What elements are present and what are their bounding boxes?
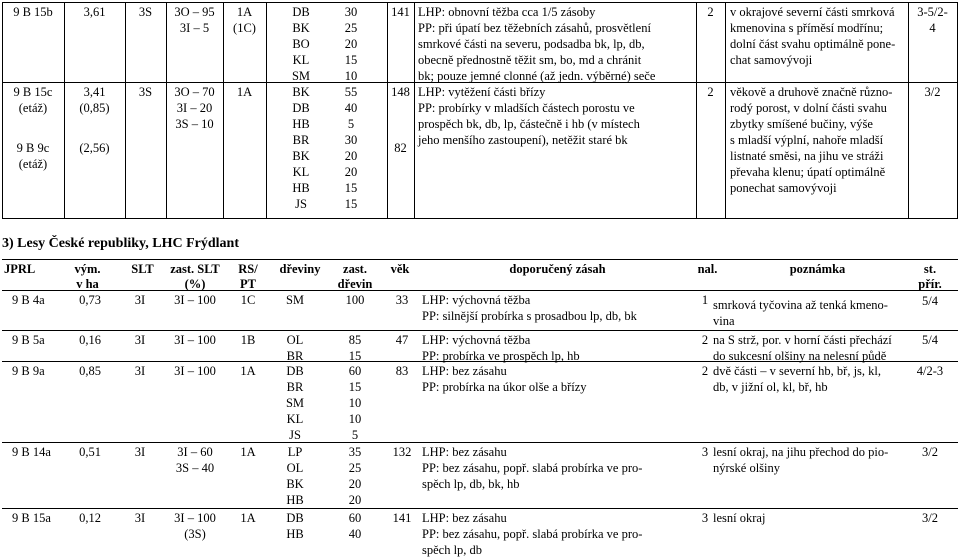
cell-measure: LHP: obnovní těžba cca 1/5 zásoby [418, 5, 596, 19]
cell-st: 5/4 [922, 333, 938, 347]
cell-note: v okrajové severní části smrková [730, 5, 895, 19]
cell-urg: 2 [701, 364, 709, 378]
header-share2: dřevin [337, 277, 373, 291]
header-st2: přír. [918, 277, 942, 291]
cell-zast: (3S) [184, 527, 206, 541]
top-table-column-line [125, 2, 126, 219]
header-area2: v ha [76, 277, 99, 291]
header-area1: vým. [74, 262, 101, 276]
header-rs2: PT [240, 277, 256, 291]
cell-unit: 9 B 5a [12, 333, 45, 347]
cell-tree-species: DB [286, 364, 304, 378]
cell-st: 3/2 [922, 445, 938, 459]
cell-rs: 1A [236, 5, 253, 19]
cell-measure: smrkové části na severu, podsadba bk, lp, db, [418, 37, 645, 51]
cell-measure: LHP: bez zásahu [422, 445, 507, 459]
table-header-rule [2, 290, 958, 291]
cell-tree-species: JS [295, 197, 307, 211]
cell-unit: 9 B 15b [13, 5, 53, 19]
cell-note: dolní část svahu optimálně pone- [730, 37, 896, 51]
cell-note: na S strž, por. v horní části přechází [713, 333, 892, 347]
cell-note: nýrské olšiny [713, 461, 781, 475]
cell-tree-species: DB [292, 101, 310, 115]
cell-rs: 1A [240, 445, 256, 459]
cell-unit: 9 B 9c [16, 141, 50, 155]
cell-zast: 3I – 100 [174, 333, 216, 347]
cell-slt: 3I [134, 293, 146, 307]
row-separator [2, 330, 958, 331]
cell-st: 4/2-3 [916, 364, 944, 378]
cell-tree-share: 35 [348, 445, 362, 459]
cell-note: lesní okraj [713, 511, 766, 525]
top-table-rule [2, 218, 958, 219]
cell-rs: (1C) [233, 21, 256, 35]
cell-area: (2,56) [79, 141, 110, 155]
cell-tree-share: 15 [344, 197, 358, 211]
cell-tree-share: 20 [348, 477, 362, 491]
cell-unit: 9 B 9a [12, 364, 45, 378]
cell-age: 132 [392, 445, 412, 459]
cell-tree-share: 15 [344, 181, 358, 195]
cell-note: převaha klenu; úpatí optimálně [730, 165, 886, 179]
cell-tree-species: KL [292, 53, 310, 67]
header-age: věk [390, 262, 410, 276]
header-rs1: RS/ [238, 262, 258, 276]
cell-tree-share: 40 [348, 527, 362, 541]
cell-measure: spěch lp, db [422, 543, 483, 557]
cell-st: 3/2 [922, 511, 938, 525]
cell-st: 4 [929, 21, 936, 35]
table-top-rule [2, 259, 958, 260]
cell-slt: 3I [134, 364, 146, 378]
cell-slt: 3S [138, 5, 153, 19]
cell-measure: PP: při úpatí bez těžebních zásahů, prosvětlení [418, 21, 651, 35]
cell-note: listnaté směsi, na jihu ve stráži [730, 149, 884, 163]
cell-unit: 9 B 14a [12, 445, 51, 459]
cell-tree-share: 20 [344, 165, 358, 179]
cell-slt: 3I [134, 511, 146, 525]
cell-note: věkově a druhově značně různo- [730, 85, 893, 99]
cell-area: (0,85) [79, 101, 110, 115]
cell-slt: 3S [138, 85, 153, 99]
header-measure: doporučený zásah [509, 262, 606, 276]
top-table-column-line [725, 2, 726, 219]
header-slt: SLT [131, 262, 154, 276]
cell-age: 148 [391, 85, 410, 99]
header-share1: zast. [343, 262, 367, 276]
cell-rs: 1A [236, 85, 253, 99]
cell-tree-share: 5 [347, 117, 355, 131]
cell-tree-species: JS [289, 428, 301, 442]
cell-note: smrková tyčovina až tenká kmeno- [713, 298, 888, 312]
cell-tree-species: SM [285, 293, 305, 307]
cell-tree-species: KL [286, 412, 304, 426]
cell-measure: PP: silnější probírka s prosadbou lp, db, bk [422, 309, 637, 323]
cell-measure: spěch lp, db, bk, hb [422, 477, 520, 491]
cell-zast: 3I – 100 [174, 511, 216, 525]
cell-tree-species: BK [292, 85, 310, 99]
cell-tree-share: 5 [351, 428, 359, 442]
top-table-column-line [696, 2, 697, 219]
cell-urg: 2 [701, 333, 709, 347]
cell-tree-share: 20 [348, 493, 362, 507]
cell-note: do sukcesní olšiny na nelesní půdě [713, 349, 887, 363]
cell-slt: 3I [134, 333, 146, 347]
cell-rs: 1A [240, 364, 256, 378]
cell-tree-species: BK [292, 149, 310, 163]
header-trees: dřeviny [279, 262, 321, 276]
cell-rs: 1A [240, 511, 256, 525]
cell-tree-species: DB [286, 511, 304, 525]
cell-area: 0,51 [79, 445, 101, 459]
cell-urg: 3 [701, 511, 709, 525]
cell-tree-species: HB [292, 117, 310, 131]
cell-unit: 9 B 15a [12, 511, 51, 525]
cell-tree-species: BK [286, 477, 304, 491]
cell-measure: jeho menšího zastoupení), netěžit staré bk [418, 133, 628, 147]
cell-zast_slt: 3S – 10 [175, 117, 214, 131]
cell-tree-share: 10 [348, 396, 362, 410]
cell-tree-species: SM [291, 69, 311, 83]
header-zast1: zast. SLT [170, 262, 220, 276]
header-urg: nal. [697, 262, 718, 276]
cell-tree-species: BR [286, 380, 304, 394]
cell-note: vina [713, 314, 735, 328]
header-jprl: JPRL [4, 262, 36, 276]
cell-urg: 2 [707, 5, 714, 19]
cell-st: 3-5/2- [917, 5, 948, 19]
cell-tree-species: BR [292, 133, 310, 147]
cell-tree-share: 10 [348, 412, 362, 426]
cell-area: 0,73 [79, 293, 101, 307]
cell-note: chat samovývoji [730, 53, 813, 67]
cell-st: 5/4 [922, 294, 938, 308]
cell-urg: 3 [701, 445, 709, 459]
cell-note: rodý porost, v dolní části svahu [730, 101, 887, 115]
cell-area: 0,12 [79, 511, 101, 525]
cell-zast_slt: 3O – 95 [174, 5, 215, 19]
top-table-rule [2, 2, 958, 3]
header-zast2: (%) [184, 277, 206, 291]
cell-tree-species: BR [286, 349, 304, 363]
top-table-column-line [387, 2, 388, 219]
cell-tree-share: 10 [344, 69, 358, 83]
cell-age: 33 [395, 293, 409, 307]
cell-tree-share: 40 [344, 101, 358, 115]
row-separator [2, 442, 958, 443]
cell-tree-species: BO [292, 37, 310, 51]
cell-area: 3,41 [83, 85, 106, 99]
cell-note: zbytky smíšené bučiny, výše [730, 117, 873, 131]
cell-tree-share: 25 [344, 21, 358, 35]
cell-tree-share: 85 [348, 333, 362, 347]
cell-tree-species: OL [286, 461, 304, 475]
cell-measure: LHP: vytěžení části břízy [418, 85, 546, 99]
cell-urg: 1 [701, 293, 709, 307]
cell-zast_slt: 3I – 5 [179, 21, 210, 35]
section-title: 3) Lesy České republiky, LHC Frýdlant [2, 236, 239, 251]
cell-measure: LHP: výchovná těžba [422, 293, 531, 307]
cell-measure: PP: probírka ve prospěch lp, hb [422, 349, 580, 363]
cell-tree-share: 20 [344, 37, 358, 51]
cell-zast: 3I – 100 [174, 364, 216, 378]
cell-unit: (etáž) [18, 101, 48, 115]
cell-note: dvě části – v severní hb, bř, js, kl, [713, 364, 882, 378]
cell-zast_slt: 3I – 20 [176, 101, 213, 115]
cell-note: ponechat samovývoji [730, 181, 837, 195]
cell-unit: 9 B 4a [12, 293, 45, 307]
cell-tree-species: HB [286, 527, 304, 541]
cell-unit: (etáž) [18, 157, 48, 171]
top-table-column-line [414, 2, 415, 219]
cell-tree-species: OL [286, 333, 304, 347]
cell-tree-species: HB [292, 181, 310, 195]
cell-tree-species: LP [287, 445, 303, 459]
cell-tree-share: 30 [344, 133, 358, 147]
cell-unit: 9 B 15c [13, 85, 53, 99]
cell-measure: PP: bez zásahu, popř. slabá probírka ve pro- [422, 461, 643, 475]
cell-zast: 3I – 60 [177, 445, 213, 459]
cell-tree-share: 60 [348, 364, 362, 378]
cell-measure: obecně přednostně těžit sm, bo, md a chránit [418, 53, 642, 67]
cell-age: 47 [395, 333, 409, 347]
cell-tree-share: 100 [345, 293, 365, 307]
cell-tree-species: SM [285, 396, 305, 410]
cell-measure: PP: bez zásahu, popř. slabá probírka ve pro- [422, 527, 643, 541]
cell-zast_slt: 3O – 70 [174, 85, 215, 99]
cell-rs: 1C [240, 293, 256, 307]
cell-rs: 1B [240, 333, 256, 347]
cell-st: 3/2 [924, 85, 941, 99]
cell-measure: LHP: výchovná těžba [422, 333, 531, 347]
cell-tree-share: 30 [344, 5, 358, 19]
header-st1: st. [923, 262, 937, 276]
cell-tree-share: 60 [348, 511, 362, 525]
cell-age: 83 [395, 364, 409, 378]
cell-tree-share: 15 [348, 380, 362, 394]
cell-note: lesní okraj, na jihu přechod do pio- [713, 445, 889, 459]
cell-note: s mladší výplní, nahoře mladší [730, 133, 884, 147]
cell-area: 3,61 [83, 5, 106, 19]
cell-measure: LHP: bez zásahu [422, 511, 507, 525]
cell-tree-share: 15 [344, 53, 358, 67]
cell-measure: PP: probírky v mladších částech porostu ve [418, 101, 635, 115]
cell-tree-species: HB [286, 493, 304, 507]
cell-note: kmenovina s příměsí modřínu; [730, 21, 884, 35]
cell-urg: 2 [707, 85, 714, 99]
cell-area: 0,16 [79, 333, 101, 347]
cell-tree-species: DB [292, 5, 310, 19]
cell-tree-share: 15 [348, 349, 362, 363]
cell-measure: prospěch bk, db, lp, částečně i hb (v místech [418, 117, 640, 131]
cell-note: db, v jižní ol, kl, bř, hb [713, 380, 828, 394]
cell-slt: 3I [134, 445, 146, 459]
header-note: poznámka [789, 262, 846, 276]
cell-tree-share: 25 [348, 461, 362, 475]
cell-zast: 3S – 40 [175, 461, 215, 475]
cell-tree-species: BK [292, 21, 310, 35]
cell-age: 141 [392, 511, 412, 525]
cell-tree-share: 55 [344, 85, 358, 99]
cell-age: 82 [394, 141, 407, 155]
cell-tree-species: KL [292, 165, 310, 179]
top-table-column-line [957, 2, 958, 219]
cell-measure: LHP: bez zásahu [422, 364, 507, 378]
cell-tree-share: 20 [344, 149, 358, 163]
cell-zast: 3I – 100 [174, 293, 216, 307]
cell-area: 0,85 [79, 364, 101, 378]
cell-age: 141 [391, 5, 410, 19]
cell-measure: PP: probírka na úkor olše a břízy [422, 380, 587, 394]
cell-measure: bk; pouze jemné clonné (až jedn. výběrné) seče [418, 69, 656, 83]
row-separator [2, 508, 958, 509]
